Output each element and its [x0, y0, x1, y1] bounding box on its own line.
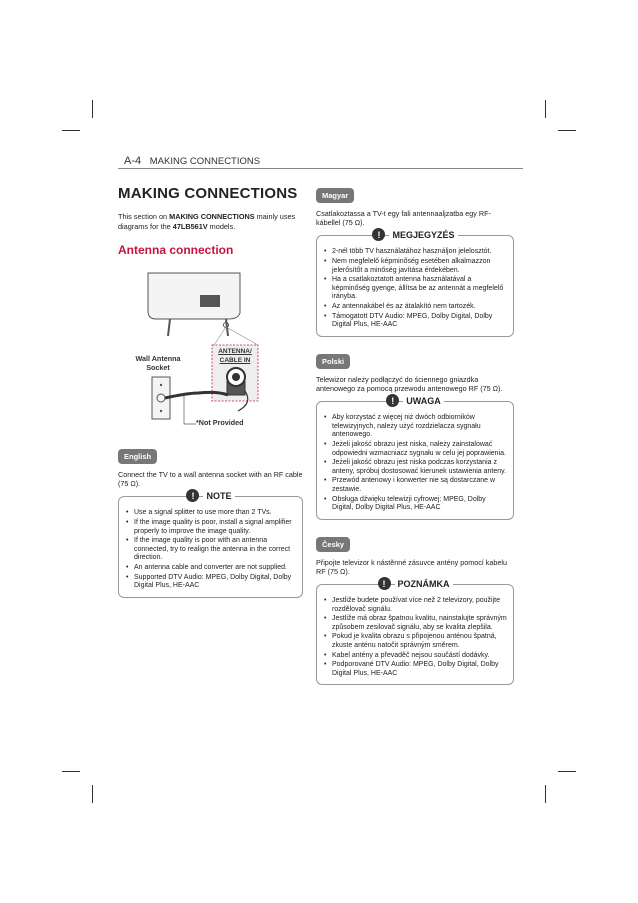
right-column [316, 185, 514, 685]
note-box [316, 395, 514, 520]
note-header [317, 577, 513, 590]
list-item: • Use a signal splitter to use more than 2 TVs. [134, 509, 296, 518]
page-header [124, 155, 260, 167]
crop-mark [558, 130, 576, 131]
list-item: • Támogatott DTV Audio: MPEG, Dolby Digital, Dolby Digital Plus, HE-AAC [332, 313, 507, 330]
list-item: • Jestliže má obraz špatnou kvalitu, nainstalujte správným způsobem zesilovač signálu, aby se kvalita zlepšila. [332, 615, 507, 632]
section-text: Telewizor należy podłączyć do ściennego gniazdka antenowego za pomocą przewodu antenowego RF (75 Ω). [316, 374, 503, 393]
list-item: • Jeżeli jakość obrazu jest niska, należy zainstalować odpowiedni wzmacniacz sygnału w celu jej poprawienia. [332, 441, 507, 458]
list-item: • Ha a csatlakoztatott antenna használatával a képminőség gyenge, állítsa be az antennát a megfelelő irányba. [332, 276, 507, 302]
antenna-diagram [118, 263, 303, 438]
page-title: MAKING CONNECTIONS [118, 185, 298, 202]
list-item: • If the image quality is poor, install a signal amplifier properly to improve the image quality. [134, 519, 296, 536]
list-item: • Nem megfelelő képminőség esetében alkalmazzon jelerősítőt a minőség javítása érdekében. [332, 258, 507, 275]
note-box [316, 578, 514, 685]
note-list [323, 414, 507, 513]
language-badge: Česky [316, 537, 350, 552]
list-item: • Przewód antenowy i konwerter nie są dostarczane w zestawie. [332, 477, 507, 494]
language-badge: English [118, 449, 157, 464]
magyar-section [316, 185, 514, 337]
list-item: • Podporované DTV Audio: MPEG, Dolby Digital, Dolby Digital Plus, HE-AAC [332, 661, 507, 678]
antenna-heading: Antenna connection [118, 243, 234, 257]
list-item: • Obsługa dźwięku telewizji cyfrowej: MPEG, Dolby Digital, Dolby Digital Plus, HE-AAC [332, 496, 507, 513]
exclamation-icon: ! [386, 394, 399, 407]
header-section: MAKING CONNECTIONS [149, 156, 261, 167]
section-text: Csatlakoztassa a TV-t egy fali antennaaljzatba egy RF-kábellel (75 Ω). [316, 209, 491, 228]
list-item: • An antenna cable and converter are not supplied. [134, 564, 296, 573]
wall-antenna-label: Wall Antenna Socket [135, 354, 181, 372]
note-title: UWAGA [403, 396, 444, 406]
language-badge: Polski [316, 354, 350, 369]
list-item: • 2-nél több TV használatához használjon jelelosztót. [332, 248, 507, 257]
note-header [317, 228, 513, 241]
not-provided-label: *Not Provided [196, 418, 244, 427]
note-box [316, 229, 514, 336]
intro-text: This section on MAKING CONNECTIONS mainly uses diagrams for the 47LB561V models. [118, 212, 296, 231]
header-rule [118, 168, 523, 169]
note-title: NOTE [203, 491, 234, 501]
english-section [118, 446, 303, 598]
polski-section [316, 351, 514, 520]
antenna-cable-in-label: ANTENNA/ CABLE IN [218, 348, 252, 364]
section-text: Connect the TV to a wall antenna socket with an RF cable (75 Ω). [118, 470, 303, 489]
list-item: • If the image quality is poor with an antenna connected, try to realign the antenna in the correct direction. [134, 537, 296, 563]
crop-mark [558, 771, 576, 772]
antenna-diagram-illustration [118, 263, 303, 438]
list-item: • Kabel antény a převaděč nejsou součástí dodávky. [332, 652, 507, 661]
crop-mark [92, 100, 93, 118]
language-badge: Magyar [316, 188, 354, 203]
note-list [323, 597, 507, 678]
section-text: Připojte televizor k nástěnné zásuvce antény pomocí kabelu RF (75 Ω). [316, 557, 507, 576]
list-item: • Az antennakábel és az átalakító nem tartozék. [332, 303, 507, 312]
crop-mark [62, 130, 80, 131]
note-title: MEGJEGYZÉS [389, 230, 457, 240]
crop-mark [92, 785, 93, 803]
exclamation-icon: ! [372, 228, 385, 241]
exclamation-icon: ! [378, 577, 391, 590]
note-header [317, 394, 513, 407]
list-item: • Aby korzystać z więcej niż dwóch odbiorników telewizyjnych, należy użyć rozdzielacza sygnału antenowego. [332, 414, 507, 440]
exclamation-icon: ! [186, 489, 199, 502]
crop-mark [545, 785, 546, 803]
note-title: POZNÁMKA [395, 579, 453, 589]
list-item: • Jestliže budete používat více než 2 televizory, použijte rozdělovač signálu. [332, 597, 507, 614]
note-list [323, 248, 507, 329]
list-item: • Supported DTV Audio: MPEG, Dolby Digital, Dolby Digital Plus, HE-AAC [134, 574, 296, 591]
cesky-section [316, 534, 514, 686]
page-number: A-4 [124, 155, 142, 167]
list-item: • Pokud je kvalita obrazu s připojenou anténou špatná, zkuste anténu natočit správným směrem. [332, 633, 507, 650]
note-header [119, 489, 302, 502]
left-column [118, 185, 303, 598]
list-item: • Jeżeli jakość obrazu jest niska podczas korzystania z anteny, spróbuj dostosować kierunek ustawienia anteny. [332, 459, 507, 476]
note-list [125, 509, 296, 590]
note-box [118, 490, 303, 597]
crop-mark [62, 771, 80, 772]
crop-mark [545, 100, 546, 118]
